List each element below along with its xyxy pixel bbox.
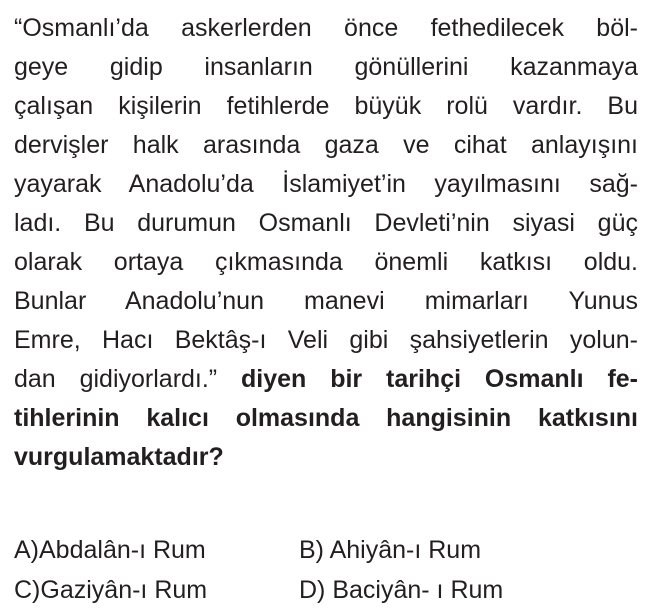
question-prompt-start: diyen bir tarihçi Osmanlı fe-	[241, 365, 638, 393]
option-b-text: Ahiyân-ı Rum	[329, 536, 482, 564]
option-b-letter: B)	[299, 536, 324, 564]
question-line-10	[14, 360, 638, 399]
option-a-letter: A)	[14, 536, 39, 564]
option-c[interactable]	[14, 570, 207, 610]
option-d-letter: D)	[299, 576, 326, 604]
question-line-2: geye gidip insanların gönüllerini kazanmaya	[14, 53, 638, 81]
question-line-7: olarak ortaya çıkmasında önemli katkısı oldu.	[14, 248, 638, 276]
question-line-6: ladı. Bu durumun Osmanlı Devleti’nin siyasi güç	[14, 209, 638, 237]
question-line-8: Bunlar Anadolu’nun manevi mimarları Yunus	[14, 287, 638, 315]
question-line-11: tihlerinin kalıcı olmasında hangisinin katkısını	[14, 404, 638, 432]
option-d[interactable]	[299, 570, 503, 610]
option-c-letter: C)	[14, 576, 41, 604]
question-line-5: yayarak Anadolu’da İslamiyet’in yayılmasını sağ-	[14, 170, 638, 198]
option-d-text: Baciyân- ı Rum	[332, 576, 504, 604]
question-stem	[14, 9, 638, 477]
question-line-1: “Osmanlı’da askerlerden önce fethedilecek böl-	[14, 14, 638, 42]
answer-options	[14, 530, 638, 610]
option-b[interactable]	[299, 530, 481, 570]
quote-end-text: dan gidiyorlardı.”	[14, 365, 218, 393]
option-a[interactable]	[14, 530, 206, 570]
option-a-text: Abdalân-ı Rum	[39, 536, 206, 564]
question-line-9: Emre, Hacı Bektâş-ı Veli gibi şahsiyetlerin yolun-	[14, 326, 638, 354]
question-line-4: dervişler halk arasında gaza ve cihat anlayışını	[14, 131, 638, 159]
question-line-12: vurgulamaktadır?	[14, 443, 224, 471]
option-c-text: Gaziyân-ı Rum	[40, 576, 208, 604]
options-row-1	[14, 530, 638, 570]
question-line-3: çalışan kişilerin fetihlerde büyük rolü vardır. Bu	[14, 92, 638, 120]
options-row-2	[14, 570, 638, 610]
